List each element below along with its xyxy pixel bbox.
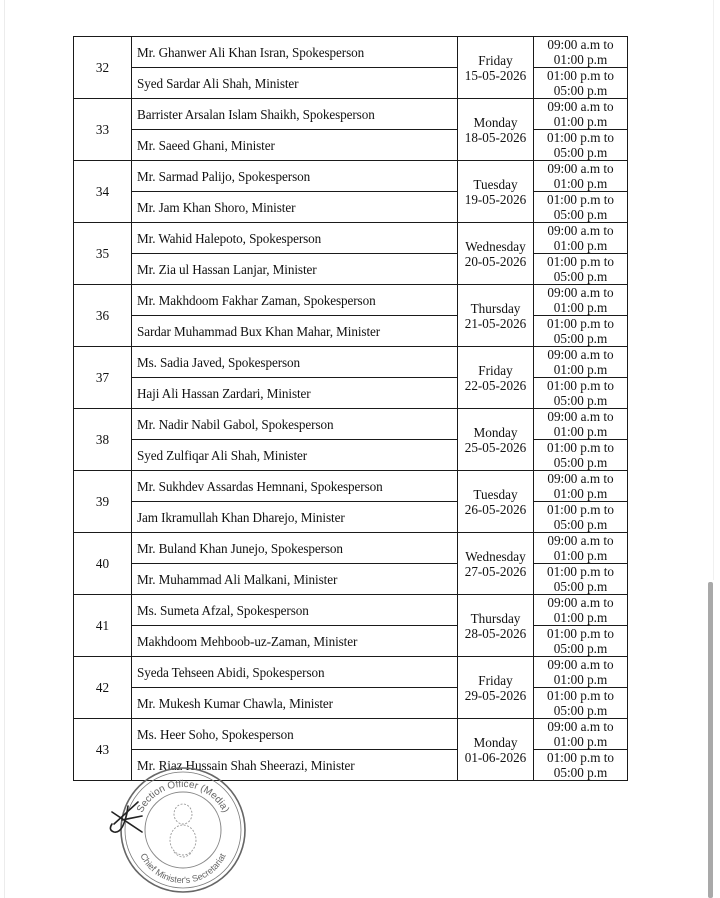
- spokesperson-name: Mr. Sarmad Palijo, Spokesperson: [132, 161, 458, 192]
- page-left-edge: [4, 0, 5, 898]
- minister-name: Mr. Muhammad Ali Malkani, Minister: [132, 564, 458, 595]
- schedule-row-spokesperson: [74, 223, 628, 254]
- stamp-emblem: [170, 804, 196, 857]
- time-slot-afternoon: [534, 192, 628, 223]
- day-name: Wednesday: [465, 238, 526, 254]
- slot-start: 01:00 p.m to: [546, 130, 615, 145]
- time-slot-morning: [534, 533, 628, 564]
- slot-start: 01:00 p.m to: [546, 440, 615, 455]
- slot-end: 05:00 p.m: [553, 455, 608, 470]
- schedule-row-minister: [74, 254, 628, 285]
- day-date-cell: [458, 99, 534, 161]
- spokesperson-name: Barrister Arsalan Islam Shaikh, Spokesperson: [132, 99, 458, 130]
- schedule-row-minister: [74, 130, 628, 161]
- day-date-cell: [458, 223, 534, 285]
- office-stamp: [108, 762, 258, 898]
- slot-start: 09:00 a.m to: [547, 657, 614, 672]
- time-slot-afternoon: [534, 440, 628, 471]
- slot-end: 01:00 p.m: [553, 734, 608, 749]
- spokesperson-name: Mr. Nadir Nabil Gabol, Spokesperson: [132, 409, 458, 440]
- schedule-row-minister: [74, 192, 628, 223]
- time-slot-morning: [534, 285, 628, 316]
- spokesperson-name: Mr. Sukhdev Assardas Hemnani, Spokesperson: [132, 471, 458, 502]
- time-slot-afternoon: [534, 750, 628, 781]
- stamp-bottom-text: Chief Minister's Secretariat: [138, 851, 228, 886]
- date: 20-05-2026: [464, 253, 527, 269]
- serial-number: 33: [74, 99, 132, 161]
- day-date-cell: [458, 533, 534, 595]
- schedule-row-spokesperson: [74, 37, 628, 68]
- spokesperson-name: Mr. Makhdoom Fakhar Zaman, Spokesperson: [132, 285, 458, 316]
- time-slot-morning: [534, 223, 628, 254]
- slot-start: 01:00 p.m to: [546, 626, 615, 641]
- slot-start: 01:00 p.m to: [546, 192, 615, 207]
- time-slot-morning: [534, 99, 628, 130]
- schedule-row-spokesperson: [74, 719, 628, 750]
- slot-start: 09:00 a.m to: [547, 161, 614, 176]
- spokesperson-name: Mr. Wahid Halepoto, Spokesperson: [132, 223, 458, 254]
- time-slot-afternoon: [534, 316, 628, 347]
- slot-start: 01:00 p.m to: [546, 68, 615, 83]
- schedule-row-minister: [74, 564, 628, 595]
- slot-end: 05:00 p.m: [553, 579, 608, 594]
- slot-start: 01:00 p.m to: [546, 564, 615, 579]
- spokesperson-name: Ms. Sumeta Afzal, Spokesperson: [132, 595, 458, 626]
- slot-start: 09:00 a.m to: [547, 347, 614, 362]
- time-slot-morning: [534, 37, 628, 68]
- slot-end: 05:00 p.m: [553, 145, 608, 160]
- schedule-body: [74, 37, 628, 781]
- slot-end: 01:00 p.m: [553, 300, 608, 315]
- time-slot-afternoon: [534, 68, 628, 99]
- serial-number: 34: [74, 161, 132, 223]
- date: 15-05-2026: [464, 67, 527, 83]
- schedule-row-minister: [74, 688, 628, 719]
- schedule-row-spokesperson: [74, 409, 628, 440]
- date: 22-05-2026: [464, 377, 527, 393]
- schedule-row-spokesperson: [74, 657, 628, 688]
- slot-end: 05:00 p.m: [553, 393, 608, 408]
- page-right-edge: [713, 0, 714, 580]
- time-slot-afternoon: [534, 688, 628, 719]
- day-date-cell: [458, 719, 534, 781]
- slot-start: 09:00 a.m to: [547, 223, 614, 238]
- day-name: Monday: [473, 114, 518, 130]
- date: 21-05-2026: [464, 315, 527, 331]
- day-name: Friday: [478, 362, 513, 378]
- day-date-cell: [458, 409, 534, 471]
- day-name: Friday: [478, 672, 513, 688]
- time-slot-morning: [534, 161, 628, 192]
- slot-end: 05:00 p.m: [553, 331, 608, 346]
- slot-end: 05:00 p.m: [553, 517, 608, 532]
- schedule-row-spokesperson: [74, 533, 628, 564]
- schedule-row-spokesperson: [74, 471, 628, 502]
- serial-number: 43: [74, 719, 132, 781]
- date: 25-05-2026: [464, 439, 527, 455]
- slot-start: 01:00 p.m to: [546, 502, 615, 517]
- day-name: Tuesday: [473, 176, 518, 192]
- slot-start: 01:00 p.m to: [546, 688, 615, 703]
- slot-end: 05:00 p.m: [553, 703, 608, 718]
- spokesperson-name: Mr. Buland Khan Junejo, Spokesperson: [132, 533, 458, 564]
- time-slot-morning: [534, 409, 628, 440]
- serial-number: 35: [74, 223, 132, 285]
- time-slot-morning: [534, 595, 628, 626]
- schedule-table: [73, 36, 628, 781]
- schedule-row-spokesperson: [74, 99, 628, 130]
- slot-start: 09:00 a.m to: [547, 595, 614, 610]
- date: 28-05-2026: [464, 625, 527, 641]
- slot-end: 01:00 p.m: [553, 486, 608, 501]
- time-slot-afternoon: [534, 254, 628, 285]
- serial-number: 38: [74, 409, 132, 471]
- time-slot-morning: [534, 347, 628, 378]
- day-name: Thursday: [470, 300, 521, 316]
- slot-start: 09:00 a.m to: [547, 471, 614, 486]
- date: 19-05-2026: [464, 191, 527, 207]
- date: 29-05-2026: [464, 687, 527, 703]
- slot-end: 05:00 p.m: [553, 641, 608, 656]
- schedule-row-spokesperson: [74, 595, 628, 626]
- day-name: Monday: [473, 424, 518, 440]
- day-date-cell: [458, 595, 534, 657]
- slot-start: 01:00 p.m to: [546, 750, 615, 765]
- serial-number: 37: [74, 347, 132, 409]
- time-slot-afternoon: [534, 564, 628, 595]
- time-slot-afternoon: [534, 626, 628, 657]
- schedule-row-minister: [74, 378, 628, 409]
- schedule-row-minister: [74, 316, 628, 347]
- slot-end: 05:00 p.m: [553, 765, 608, 780]
- time-slot-afternoon: [534, 130, 628, 161]
- slot-start: 09:00 a.m to: [547, 285, 614, 300]
- serial-number: 32: [74, 37, 132, 99]
- scrollbar-thumb[interactable]: [708, 582, 713, 898]
- minister-name: Mr. Riaz Hussain Shah Sheerazi, Minister: [132, 750, 458, 781]
- serial-number: 40: [74, 533, 132, 595]
- serial-number: 36: [74, 285, 132, 347]
- schedule-row-minister: [74, 68, 628, 99]
- slot-start: 09:00 a.m to: [547, 409, 614, 424]
- day-name: Monday: [473, 734, 518, 750]
- minister-name: Mr. Mukesh Kumar Chawla, Minister: [132, 688, 458, 719]
- schedule-row-spokesperson: [74, 285, 628, 316]
- slot-end: 01:00 p.m: [553, 176, 608, 191]
- slot-start: 09:00 a.m to: [547, 719, 614, 734]
- serial-number: 42: [74, 657, 132, 719]
- day-name: Wednesday: [465, 548, 526, 564]
- minister-name: Sardar Muhammad Bux Khan Mahar, Minister: [132, 316, 458, 347]
- slot-end: 01:00 p.m: [553, 114, 608, 129]
- spokesperson-name: Syeda Tehseen Abidi, Spokesperson: [132, 657, 458, 688]
- time-slot-morning: [534, 719, 628, 750]
- slot-end: 01:00 p.m: [553, 424, 608, 439]
- day-date-cell: [458, 657, 534, 719]
- slot-start: 09:00 a.m to: [547, 533, 614, 548]
- slot-start: 01:00 p.m to: [546, 316, 615, 331]
- slot-end: 01:00 p.m: [553, 52, 608, 67]
- schedule-row-minister: [74, 626, 628, 657]
- day-date-cell: [458, 285, 534, 347]
- minister-name: Syed Zulfiqar Ali Shah, Minister: [132, 440, 458, 471]
- slot-end: 01:00 p.m: [553, 548, 608, 563]
- time-slot-morning: [534, 471, 628, 502]
- date: 18-05-2026: [464, 129, 527, 145]
- spokesperson-name: Ms. Heer Soho, Spokesperson: [132, 719, 458, 750]
- day-name: Friday: [478, 52, 513, 68]
- day-date-cell: [458, 347, 534, 409]
- serial-number: 39: [74, 471, 132, 533]
- slot-start: 09:00 a.m to: [547, 37, 614, 52]
- minister-name: Makhdoom Mehboob-uz-Zaman, Minister: [132, 626, 458, 657]
- day-name: Thursday: [470, 610, 521, 626]
- slot-end: 05:00 p.m: [553, 207, 608, 222]
- day-date-cell: [458, 161, 534, 223]
- day-date-cell: [458, 37, 534, 99]
- slot-start: 09:00 a.m to: [547, 99, 614, 114]
- minister-name: Jam Ikramullah Khan Dharejo, Minister: [132, 502, 458, 533]
- schedule-row-spokesperson: [74, 161, 628, 192]
- minister-name: Haji Ali Hassan Zardari, Minister: [132, 378, 458, 409]
- date: 27-05-2026: [464, 563, 527, 579]
- day-date-cell: [458, 471, 534, 533]
- spokesperson-name: Mr. Ghanwer Ali Khan Isran, Spokesperson: [132, 37, 458, 68]
- slot-end: 01:00 p.m: [553, 672, 608, 687]
- day-name: Tuesday: [473, 486, 518, 502]
- slot-end: 05:00 p.m: [553, 83, 608, 98]
- minister-name: Mr. Zia ul Hassan Lanjar, Minister: [132, 254, 458, 285]
- minister-name: Mr. Saeed Ghani, Minister: [132, 130, 458, 161]
- stamp-top-text: Section Officer (Media): [135, 778, 232, 815]
- date: 01-06-2026: [464, 749, 527, 765]
- time-slot-afternoon: [534, 502, 628, 533]
- minister-name: Mr. Jam Khan Shoro, Minister: [132, 192, 458, 223]
- minister-name: Syed Sardar Ali Shah, Minister: [132, 68, 458, 99]
- spokesperson-name: Ms. Sadia Javed, Spokesperson: [132, 347, 458, 378]
- time-slot-morning: [534, 657, 628, 688]
- time-slot-afternoon: [534, 378, 628, 409]
- schedule-row-minister: [74, 502, 628, 533]
- date: 26-05-2026: [464, 501, 527, 517]
- slot-end: 05:00 p.m: [553, 269, 608, 284]
- schedule-row-minister: [74, 440, 628, 471]
- slot-end: 01:00 p.m: [553, 362, 608, 377]
- serial-number: 41: [74, 595, 132, 657]
- slot-end: 01:00 p.m: [553, 238, 608, 253]
- slot-start: 01:00 p.m to: [546, 254, 615, 269]
- schedule-row-spokesperson: [74, 347, 628, 378]
- slot-end: 01:00 p.m: [553, 610, 608, 625]
- slot-start: 01:00 p.m to: [546, 378, 615, 393]
